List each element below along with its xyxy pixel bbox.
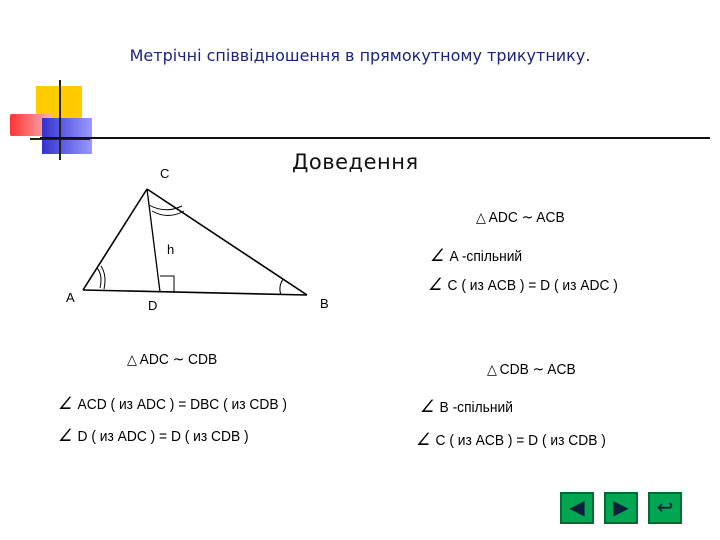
triangle-icon: △ (476, 209, 486, 225)
angle-arc-c2 (152, 211, 184, 216)
angle-icon: ∠ (58, 394, 73, 413)
return-arrow-icon: ↩ (656, 497, 674, 519)
page-title: Метрічні співвідношення в прямокутному трикутнику. (129, 46, 591, 65)
formula-adc-sim-cdb: △ ADC ∼ CDB (127, 351, 218, 368)
formula-adc-sim-acb: △ ADC ∼ ACB (476, 209, 565, 226)
formula-common-b: ∠ B -спільний (420, 397, 513, 416)
section-heading: Доведення (292, 150, 419, 174)
point-label-b: B (320, 296, 329, 311)
formula-d-eq: ∠ D ( из ADC ) = D ( из CDB ) (58, 426, 249, 445)
triangle-icon: △ (487, 361, 497, 377)
angle-arc-b (280, 279, 283, 295)
right-angle-mark (160, 276, 174, 292)
formula-c2-eq: ∠ C ( из ACB ) = D ( из CDB ) (416, 430, 606, 449)
formula-c-eq: ∠ C ( из ACB ) = D ( из ADC ) (428, 275, 618, 294)
point-label-d: D (148, 298, 158, 313)
formula-cdb-sim-acb: △ CDB ∼ ACB (487, 361, 576, 378)
formula-acd-eq: ∠ ACD ( из ADC ) = DBC ( из CDB ) (58, 394, 287, 413)
triangle-icon: △ (127, 351, 137, 367)
point-label-a: A (66, 290, 75, 305)
return-button[interactable] (648, 492, 682, 524)
angle-arc-a2 (101, 266, 105, 289)
altitude-cd (147, 189, 160, 292)
right-triangle-icon: ▶ (613, 497, 629, 519)
angle-icon: ∠ (420, 397, 435, 416)
angle-icon: ∠ (416, 430, 431, 449)
angle-arc-a1 (97, 268, 101, 288)
point-label-c: C (160, 166, 170, 181)
left-triangle-icon: ◀ (569, 497, 585, 519)
angle-icon: ∠ (430, 246, 445, 265)
label-h: h (167, 242, 175, 257)
side-ab (83, 290, 307, 295)
formula-common-a: ∠ A -спільний (430, 246, 523, 265)
angle-icon: ∠ (428, 275, 443, 294)
side-ac (83, 189, 147, 290)
prev-slide-button[interactable] (560, 492, 594, 524)
next-slide-button[interactable] (604, 492, 638, 524)
angle-icon: ∠ (58, 426, 73, 445)
